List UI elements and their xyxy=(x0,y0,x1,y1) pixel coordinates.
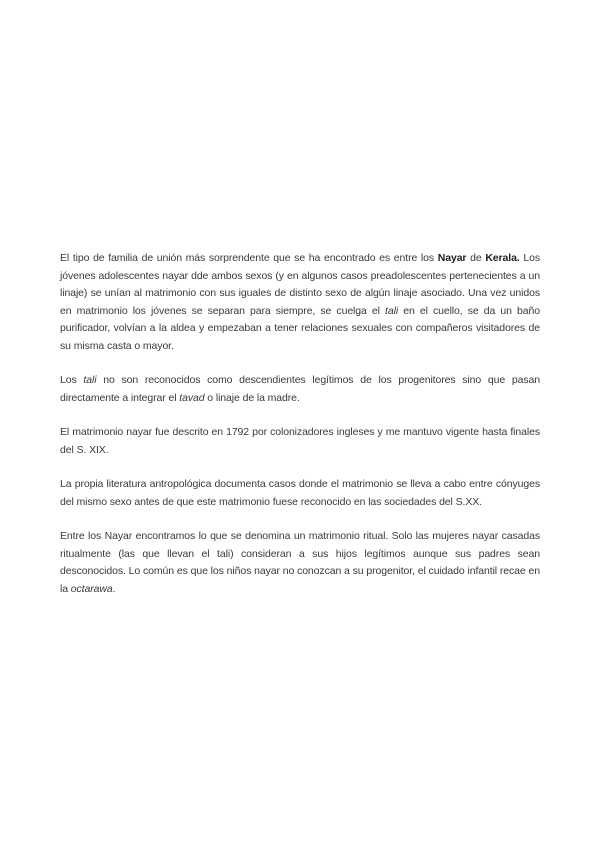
paragraph-text: de xyxy=(466,252,486,264)
paragraph-tali-descendants xyxy=(60,372,540,407)
paragraph-literature: La propia literatura antropológica documenta casos donde el matrimonio se lleva a cabo entre cónyuges del mismo sexo antes de que este matrimonio fuese reconocido en las sociedades del S.XX. xyxy=(60,478,540,508)
term-tali: tali xyxy=(385,304,399,317)
paragraph-ritual-marriage xyxy=(60,528,540,598)
paragraph-text: Los xyxy=(60,374,84,386)
paragraph-text: Los jóvenes adolescentes nayar dde ambos sexos (y en algunos casos preadolescentes pertenecientes a un linaje) se unían al matrimonio con sus iguales de distinto sexo de algún linaje asociado. Una vez unidos en matrimonio los jóvenes se separan para siempre, se cuelga el xyxy=(60,252,540,317)
term-kerala: Kerala. xyxy=(485,252,520,264)
term-octarawa: octarawa xyxy=(70,582,113,595)
term-tavad: tavad xyxy=(179,391,205,404)
paragraph-text: . xyxy=(112,582,116,595)
paragraph-nayar-kerala xyxy=(60,250,540,355)
paragraph-1792: El matrimonio nayar fue descrito en 1792 por colonizadores ingleses y me mantuvo vigente hasta finales del S. XIX. xyxy=(60,426,540,456)
term-tali: tali xyxy=(83,374,97,386)
paragraph-text: Entre los Nayar encontramos lo que se denomina un matrimonio ritual. Solo las mujeres nayar casadas ritualmente (las que llevan el tali) consideran a sus hijos legítimos aunque sus padres sean desconocidos. Lo común es que los niños nayar no conozcan a su progenitor, el cuidado infantil recae en la xyxy=(60,530,540,595)
paragraph-text: o linaje de la madre. xyxy=(204,391,300,404)
paragraph-text: El tipo de familia de unión más sorprendente que se ha encontrado es entre los xyxy=(60,252,438,264)
term-nayar: Nayar xyxy=(437,252,467,264)
paragraph-text: no son reconocidos como descendientes legítimos de los progenitores sino que pasan directamente a integrar el xyxy=(60,374,541,404)
document-body xyxy=(60,250,540,615)
paragraph-text: en el cuello, se da un baño purificador, volvían a la aldea y empezaban a tener relaciones sexuales con compañeros visitadores de su misma casta o mayor. xyxy=(60,304,540,352)
